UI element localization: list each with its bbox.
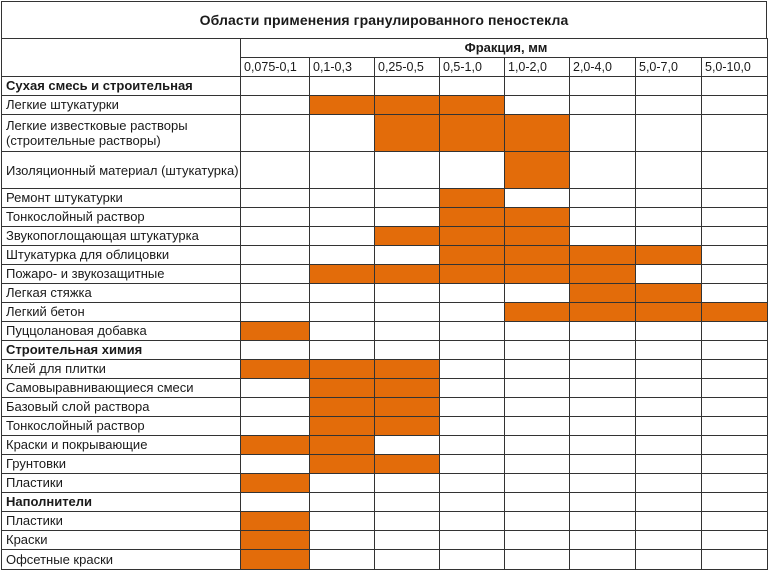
fraction-cell-empty (310, 246, 375, 265)
table-row (2, 284, 768, 303)
fraction-cell-filled (636, 246, 702, 265)
fraction-cell-empty (636, 417, 702, 436)
fraction-col-header: 0,25-0,5 (375, 58, 440, 77)
fraction-cell-filled (375, 455, 440, 474)
fraction-col-header: 2,0-4,0 (570, 58, 636, 77)
fraction-col-header: 5,0-7,0 (636, 58, 702, 77)
table-row (2, 246, 768, 265)
fraction-cell-empty (570, 189, 636, 208)
fraction-cell-empty (241, 96, 310, 115)
fraction-cell-empty (505, 284, 570, 303)
row-label: Грунтовки (2, 455, 241, 474)
application-table-sheet (1, 1, 767, 570)
table-row (2, 436, 768, 455)
fraction-cell-filled (636, 284, 702, 303)
fraction-cell-empty (505, 474, 570, 493)
fraction-cell-filled (440, 246, 505, 265)
fraction-cell-empty (375, 303, 440, 322)
fraction-cell-filled (310, 398, 375, 417)
fraction-cell-empty (636, 77, 702, 96)
fraction-cell-empty (440, 512, 505, 531)
fraction-cell-empty (310, 474, 375, 493)
fraction-cell-filled (440, 208, 505, 227)
fraction-cell-empty (570, 379, 636, 398)
fraction-cell-empty (241, 246, 310, 265)
fraction-cell-empty (570, 322, 636, 341)
fraction-cell-empty (375, 474, 440, 493)
fraction-cell-empty (505, 550, 570, 570)
fraction-cell-empty (310, 512, 375, 531)
fraction-cell-empty (241, 208, 310, 227)
row-label: Пластики (2, 474, 241, 493)
table-row (2, 96, 768, 115)
fraction-cell-empty (375, 322, 440, 341)
fraction-cell-empty (375, 341, 440, 360)
fraction-cell-empty (505, 512, 570, 531)
fraction-cell-empty (310, 303, 375, 322)
fraction-cell-filled (440, 227, 505, 246)
row-label: Краски (2, 531, 241, 550)
fraction-cell-empty (241, 341, 310, 360)
fraction-cell-empty (440, 493, 505, 512)
fraction-cell-empty (310, 550, 375, 570)
fraction-cell-empty (505, 360, 570, 379)
section-label: Сухая смесь и строительная (2, 77, 241, 96)
table-row (2, 550, 768, 570)
fraction-cell-empty (440, 284, 505, 303)
fraction-cell-empty (241, 189, 310, 208)
fraction-cell-empty (375, 246, 440, 265)
row-label: Изоляционный материал (штукатурка) (2, 152, 241, 189)
fraction-cell-empty (241, 493, 310, 512)
fraction-cell-empty (636, 208, 702, 227)
table-row (2, 417, 768, 436)
fraction-cell-empty (375, 436, 440, 455)
fraction-cell-empty (440, 77, 505, 96)
row-label: Пожаро- и звукозащитные (2, 265, 241, 284)
fraction-cell-empty (310, 531, 375, 550)
fraction-cell-filled (375, 379, 440, 398)
section-label: Наполнители (2, 493, 241, 512)
fraction-cell-empty (570, 341, 636, 360)
fraction-cell-empty (310, 284, 375, 303)
row-label: Ремонт штукатурки (2, 189, 241, 208)
row-label: Легкий бетон (2, 303, 241, 322)
fraction-cell-empty (702, 227, 768, 246)
fraction-cell-empty (440, 455, 505, 474)
fraction-cell-empty (702, 115, 768, 152)
fraction-cell-empty (310, 77, 375, 96)
fraction-cell-empty (241, 398, 310, 417)
fraction-col-header: 1,0-2,0 (505, 58, 570, 77)
row-label: Краски и покрывающие (2, 436, 241, 455)
section-row (2, 341, 768, 360)
fraction-cell-empty (440, 152, 505, 189)
fraction-cell-filled (310, 96, 375, 115)
fraction-table (1, 38, 768, 570)
fraction-cell-empty (310, 115, 375, 152)
row-label: Легкие известковые растворы (строительные растворы) (2, 115, 241, 152)
fraction-cell-empty (636, 341, 702, 360)
fraction-cell-empty (310, 493, 375, 512)
fraction-cell-filled (505, 303, 570, 322)
row-label: Клей для плитки (2, 360, 241, 379)
fraction-cell-empty (636, 512, 702, 531)
table-row (2, 115, 768, 152)
fraction-cell-empty (702, 208, 768, 227)
fraction-cell-empty (702, 474, 768, 493)
row-label: Пуццолановая добавка (2, 322, 241, 341)
fraction-cell-empty (702, 436, 768, 455)
fraction-cell-empty (505, 436, 570, 455)
fraction-cell-empty (375, 189, 440, 208)
table-row (2, 265, 768, 284)
fraction-cell-filled (375, 265, 440, 284)
fraction-cell-empty (440, 303, 505, 322)
fraction-cell-empty (241, 284, 310, 303)
fraction-cell-empty (702, 322, 768, 341)
fraction-cell-empty (505, 493, 570, 512)
fraction-cell-empty (702, 550, 768, 570)
fraction-cell-filled (310, 265, 375, 284)
fraction-cell-empty (702, 379, 768, 398)
fraction-cell-filled (570, 246, 636, 265)
fraction-cell-empty (505, 379, 570, 398)
fraction-cell-empty (636, 550, 702, 570)
row-label: Пластики (2, 512, 241, 531)
fraction-cell-empty (505, 96, 570, 115)
fraction-cell-empty (702, 360, 768, 379)
fraction-cell-filled (310, 455, 375, 474)
fraction-cell-empty (570, 96, 636, 115)
fraction-cell-filled (570, 265, 636, 284)
fraction-cell-filled (310, 379, 375, 398)
fraction-cell-empty (636, 531, 702, 550)
fraction-cell-filled (505, 227, 570, 246)
fraction-cell-empty (505, 322, 570, 341)
fraction-cell-empty (636, 398, 702, 417)
table-row (2, 531, 768, 550)
fraction-cell-filled (241, 531, 310, 550)
fraction-cell-filled (241, 550, 310, 570)
row-label: Тонкослойный раствор (2, 208, 241, 227)
fraction-cell-empty (570, 227, 636, 246)
fraction-cell-filled (310, 360, 375, 379)
fraction-cell-empty (505, 531, 570, 550)
fraction-header: Фракция, мм (241, 39, 768, 58)
fraction-cell-empty (702, 284, 768, 303)
fraction-cell-empty (636, 379, 702, 398)
table-row (2, 474, 768, 493)
fraction-cell-empty (570, 531, 636, 550)
fraction-cell-filled (702, 303, 768, 322)
fraction-col-header: 0,075-0,1 (241, 58, 310, 77)
fraction-cell-empty (241, 455, 310, 474)
fraction-cell-filled (505, 246, 570, 265)
fraction-cell-filled (570, 303, 636, 322)
table-row (2, 379, 768, 398)
fraction-cell-empty (375, 550, 440, 570)
fraction-cell-empty (570, 550, 636, 570)
fraction-cell-filled (440, 189, 505, 208)
fraction-cell-filled (440, 265, 505, 284)
fraction-cell-empty (702, 398, 768, 417)
fraction-cell-filled (570, 284, 636, 303)
fraction-cell-empty (570, 115, 636, 152)
fraction-cell-empty (241, 227, 310, 246)
fraction-cell-empty (636, 189, 702, 208)
fraction-cell-empty (440, 474, 505, 493)
fraction-cell-empty (440, 550, 505, 570)
fraction-cell-filled (241, 474, 310, 493)
fraction-cell-empty (310, 208, 375, 227)
fraction-cell-empty (375, 493, 440, 512)
fraction-cell-empty (375, 531, 440, 550)
row-label: Самовыравнивающиеся смеси (2, 379, 241, 398)
fraction-cell-empty (636, 227, 702, 246)
section-row (2, 493, 768, 512)
fraction-cell-empty (702, 152, 768, 189)
fraction-cell-empty (702, 531, 768, 550)
fraction-cell-empty (702, 96, 768, 115)
fraction-cell-filled (241, 512, 310, 531)
fraction-cell-empty (440, 341, 505, 360)
fraction-col-header: 5,0-10,0 (702, 58, 768, 77)
table-row (2, 227, 768, 246)
fraction-cell-empty (375, 152, 440, 189)
row-label: Легкая стяжка (2, 284, 241, 303)
fraction-col-header: 0,1-0,3 (310, 58, 375, 77)
fraction-cell-empty (636, 152, 702, 189)
table-row (2, 152, 768, 189)
fraction-cell-empty (570, 208, 636, 227)
row-label: Офсетные краски (2, 550, 241, 570)
fraction-cell-empty (570, 455, 636, 474)
fraction-cell-empty (241, 303, 310, 322)
row-label: Легкие штукатурки (2, 96, 241, 115)
fraction-cell-filled (375, 398, 440, 417)
fraction-cell-empty (636, 360, 702, 379)
fraction-cell-empty (702, 77, 768, 96)
fraction-cell-filled (505, 265, 570, 284)
fraction-cell-filled (310, 417, 375, 436)
fraction-cell-empty (310, 341, 375, 360)
fraction-cell-filled (636, 303, 702, 322)
fraction-cell-empty (570, 436, 636, 455)
header-corner (2, 39, 241, 77)
table-row (2, 303, 768, 322)
fraction-cell-filled (505, 152, 570, 189)
fraction-cell-filled (440, 96, 505, 115)
fraction-cell-empty (636, 265, 702, 284)
fraction-cell-empty (570, 474, 636, 493)
table-row (2, 360, 768, 379)
fraction-cell-filled (310, 436, 375, 455)
fraction-cell-empty (702, 417, 768, 436)
fraction-cell-empty (505, 455, 570, 474)
fraction-cell-filled (440, 115, 505, 152)
fraction-cell-empty (375, 208, 440, 227)
fraction-cell-filled (505, 208, 570, 227)
table-row (2, 398, 768, 417)
fraction-cell-empty (636, 474, 702, 493)
fraction-cell-empty (636, 96, 702, 115)
fraction-cell-empty (702, 265, 768, 284)
fraction-cell-empty (241, 265, 310, 284)
fraction-cell-filled (505, 115, 570, 152)
table-row (2, 189, 768, 208)
fraction-cell-empty (505, 398, 570, 417)
fraction-cell-empty (570, 398, 636, 417)
fraction-cell-empty (440, 417, 505, 436)
fraction-cell-filled (375, 227, 440, 246)
section-label: Строительная химия (2, 341, 241, 360)
fraction-cell-empty (636, 455, 702, 474)
fraction-cell-empty (702, 455, 768, 474)
fraction-cell-filled (375, 96, 440, 115)
fraction-cell-empty (440, 531, 505, 550)
fraction-cell-empty (702, 246, 768, 265)
fraction-cell-empty (241, 417, 310, 436)
table-row (2, 322, 768, 341)
fraction-cell-empty (310, 189, 375, 208)
fraction-cell-empty (505, 77, 570, 96)
fraction-cell-empty (310, 322, 375, 341)
fraction-cell-empty (440, 322, 505, 341)
fraction-cell-empty (241, 115, 310, 152)
row-label: Тонкослойный раствор (2, 417, 241, 436)
fraction-cell-empty (570, 360, 636, 379)
fraction-cell-filled (241, 436, 310, 455)
table-row (2, 208, 768, 227)
fraction-cell-empty (375, 284, 440, 303)
fraction-cell-filled (241, 360, 310, 379)
section-row (2, 77, 768, 96)
fraction-cell-empty (702, 189, 768, 208)
fraction-cell-empty (570, 417, 636, 436)
fraction-cell-empty (636, 115, 702, 152)
row-label: Звукопоглощающая штукатурка (2, 227, 241, 246)
fraction-cell-empty (440, 398, 505, 417)
fraction-cell-empty (310, 227, 375, 246)
fraction-cell-filled (375, 115, 440, 152)
fraction-cell-empty (241, 379, 310, 398)
fraction-cell-empty (375, 512, 440, 531)
row-label: Штукатурка для облицовки (2, 246, 241, 265)
fraction-cell-empty (702, 512, 768, 531)
fraction-cell-empty (375, 77, 440, 96)
fraction-cell-empty (702, 341, 768, 360)
table-row (2, 455, 768, 474)
fraction-cell-empty (570, 77, 636, 96)
fraction-cell-empty (241, 77, 310, 96)
fraction-cell-empty (310, 152, 375, 189)
fraction-cell-empty (570, 152, 636, 189)
fraction-cell-empty (636, 493, 702, 512)
fraction-cell-empty (505, 341, 570, 360)
fraction-cell-empty (505, 189, 570, 208)
fraction-cell-filled (241, 322, 310, 341)
fraction-cell-empty (440, 379, 505, 398)
fraction-col-header: 0,5-1,0 (440, 58, 505, 77)
fraction-cell-empty (636, 436, 702, 455)
fraction-cell-empty (702, 493, 768, 512)
fraction-cell-filled (375, 417, 440, 436)
fraction-cell-empty (505, 417, 570, 436)
table-title: Области применения гранулированного пеностекла (1, 1, 767, 39)
fraction-cell-empty (636, 322, 702, 341)
row-label: Базовый слой раствора (2, 398, 241, 417)
fraction-cell-filled (375, 360, 440, 379)
table-row (2, 512, 768, 531)
fraction-cell-empty (440, 436, 505, 455)
fraction-cell-empty (570, 493, 636, 512)
fraction-cell-empty (241, 152, 310, 189)
fraction-cell-empty (440, 360, 505, 379)
fraction-cell-empty (570, 512, 636, 531)
